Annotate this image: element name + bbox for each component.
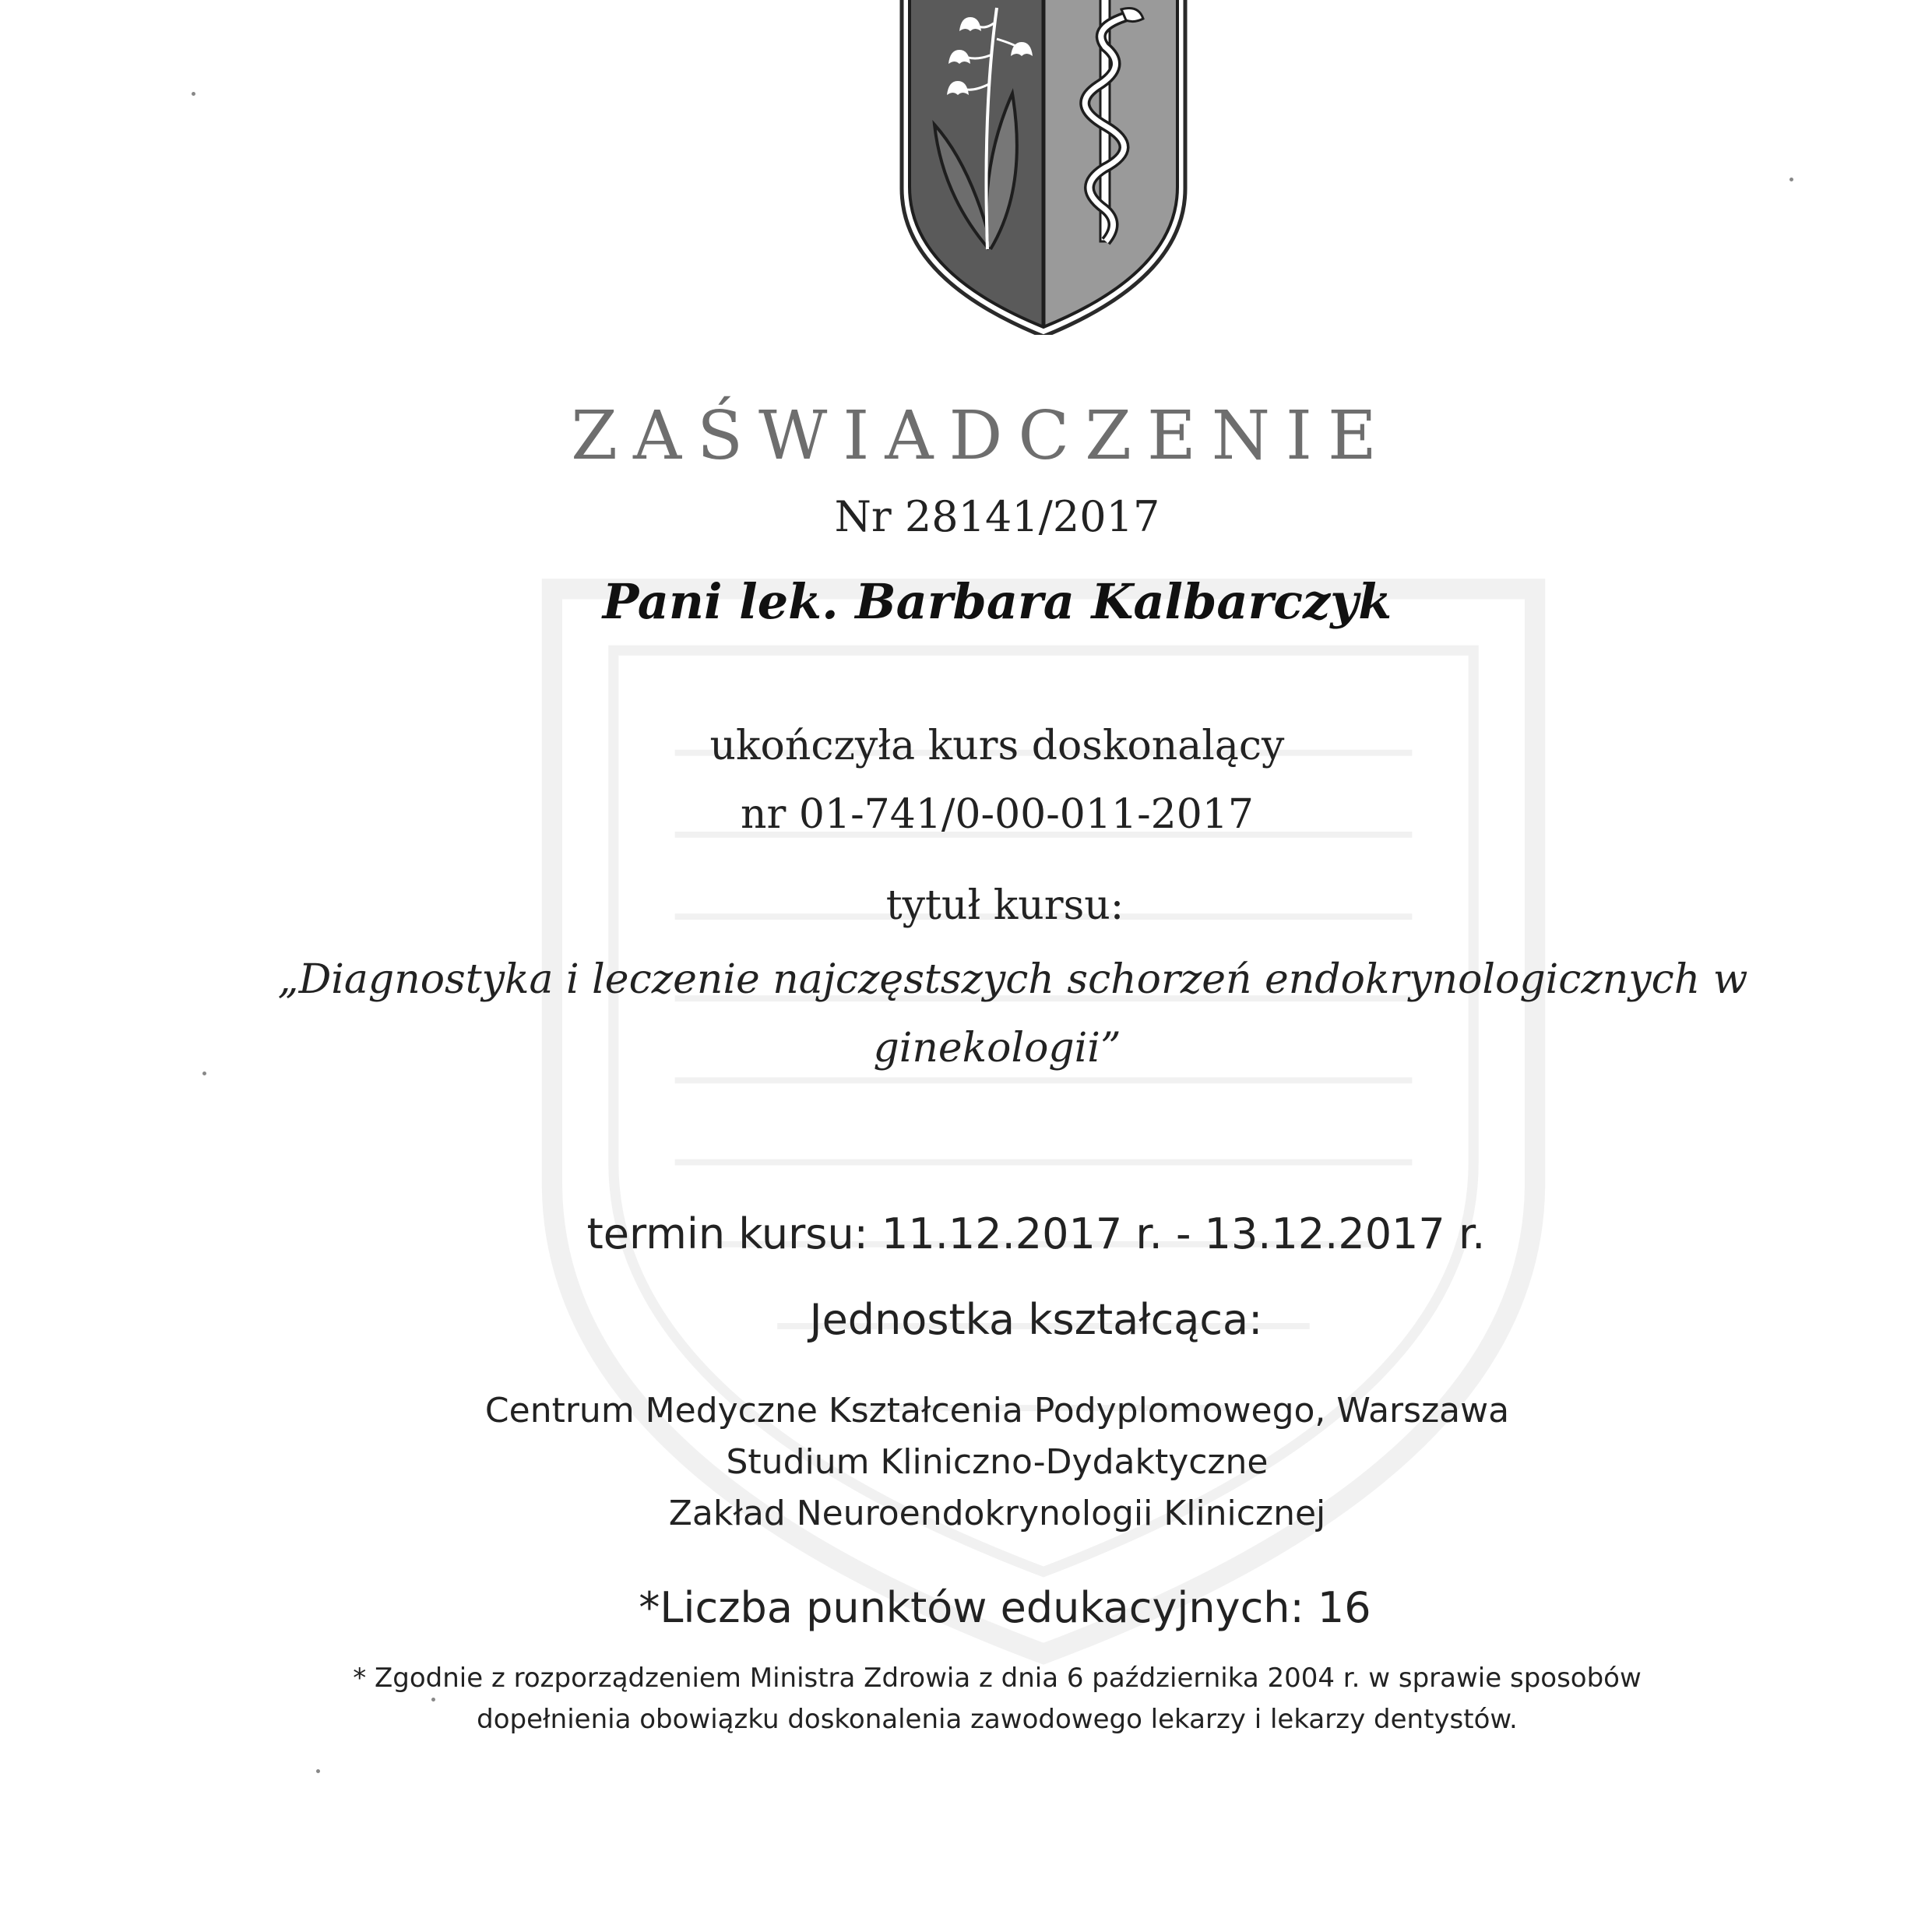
course-number: nr 01-741/0-00-011-2017 bbox=[741, 791, 1254, 838]
scan-speck bbox=[202, 1072, 206, 1075]
course-title-line-1: „Diagnostyka i leczenie najczęstszych schorzeń endokrynologicznych w bbox=[277, 956, 1748, 1003]
institution-line-2: Studium Kliniczno-Dydaktyczne bbox=[726, 1442, 1269, 1482]
scan-speck bbox=[431, 1698, 435, 1701]
medical-chamber-emblem bbox=[896, 0, 1191, 335]
footnote-line-1: * Zgodnie z rozporządzeniem Ministra Zdrowia z dnia 6 października 2004 r. w sprawie sposobów bbox=[353, 1663, 1642, 1694]
education-points: *Liczba punktów edukacyjnych: 16 bbox=[639, 1583, 1371, 1632]
certificate-title: ZAŚWIADCZENIE bbox=[571, 397, 1392, 475]
training-unit-label: Jednostka kształcąca: bbox=[809, 1295, 1263, 1344]
course-dates: termin kursu: 11.12.2017 r. - 13.12.2017 r. bbox=[586, 1209, 1486, 1258]
course-title-label: tytuł kursu: bbox=[885, 882, 1124, 929]
completion-statement: ukończyła kurs doskonalący bbox=[709, 723, 1285, 769]
institution-line-3: Zakład Neuroendokrynologii Klinicznej bbox=[668, 1494, 1326, 1533]
recipient-name: Pani lek. Barbara Kalbarczyk bbox=[602, 573, 1392, 630]
scan-speck bbox=[316, 1769, 320, 1773]
institution-line-1: Centrum Medyczne Kształcenia Podyplomowego, Warszawa bbox=[484, 1391, 1510, 1431]
scan-speck bbox=[192, 92, 195, 96]
scan-speck bbox=[1789, 178, 1793, 181]
footnote-line-2: dopełnienia obowiązku doskonalenia zawodowego lekarzy i lekarzy dentystów. bbox=[477, 1704, 1518, 1735]
certificate-number: Nr 28141/2017 bbox=[834, 492, 1160, 541]
course-title-line-2: ginekologii” bbox=[873, 1025, 1121, 1072]
